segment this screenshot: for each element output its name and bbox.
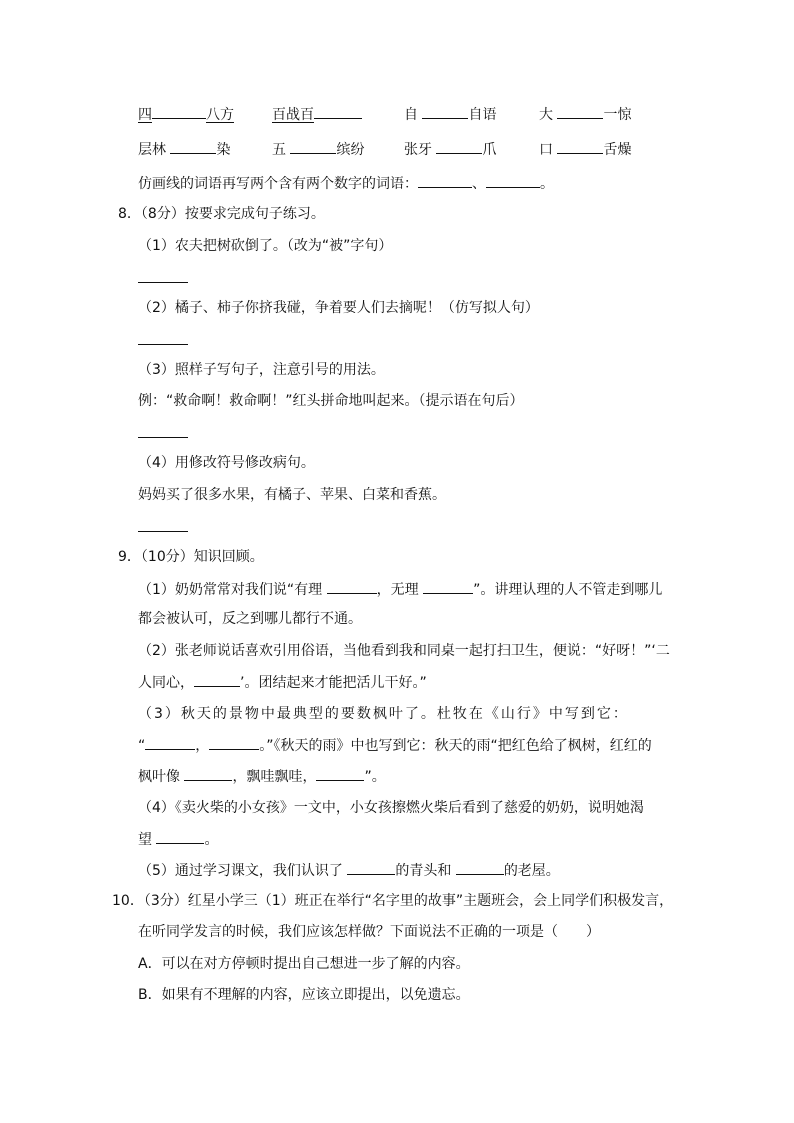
text: 。 [204,832,219,848]
answer-line [138,268,188,289]
text: 望 [138,832,157,848]
blank-line [557,104,603,119]
q9-heading: 9．（10分）知识回顾。 [118,549,264,565]
idiom-part: 自语 [468,107,497,123]
end-mark: 。 [540,176,554,192]
q9-p5 [138,860,560,881]
idiom-1-1 [138,104,234,125]
text: ，无理 [376,582,424,598]
q9-p3: （3）秋天的景物中最典型的要数枫叶了。杜牧在《山行》中写到它： [138,706,629,722]
blank-line [152,104,206,119]
answer-line [138,330,188,351]
q9-p3-cont [138,735,652,756]
answer-line [138,517,188,538]
idiom-part: 大 [539,107,553,123]
blank-line [170,139,216,154]
blank-line [422,104,468,119]
idiom-part: 百战百 [272,107,314,123]
blank-line [156,829,204,844]
text: 。”《秋天的雨》中也写到它：秋天的雨“把红色给了枫树，红红的 [259,738,652,754]
q9-p2: （2）张老师说话喜欢引用俗语，当他看到我和同桌一起打扫卫生，便说：“好呀！”‘二 [138,643,670,659]
q8-s4: （4）用修改符号修改病句。 [138,455,315,471]
text: 人同心， [138,675,194,691]
q8-s4-sentence: 妈妈买了很多水果，有橘子、苹果、白菜和香蕉。 [138,487,446,503]
idiom-part: 四 [138,107,152,123]
blank-line [418,173,472,188]
blank-line [327,579,377,594]
text: 的老屋。 [503,863,560,879]
blank-line [138,423,188,438]
text: 的青头和 [395,863,456,879]
blank-line [316,766,364,781]
q8-heading: 8．（8分）按要求完成句子练习。 [118,206,325,222]
idiom-2-4 [539,139,631,160]
q9-p1 [138,579,662,600]
q10-heading: 10．（3分）红星小学三（1）班正在举行“名字里的故事”主题班会，会上同学们积极发言， [112,893,674,909]
q9-p1-cont: 都会被认可，反之到哪儿都行不通。 [138,611,362,627]
q8-s2: （2）橘子、柿子你挤我碰，争着要人们去摘呢！（仿写拟人句） [138,300,539,316]
blank-line [557,139,603,154]
q9-p4: （4）《卖火柴的小女孩》一文中，小女孩擦燃火柴后看到了慈爱的奶奶，说明她渴 [138,800,644,816]
text: （1）奶奶常常对我们说“有理 [138,582,327,598]
idiom-1-3 [404,104,496,125]
text: “ [138,738,146,754]
idiom-part: 一惊 [603,107,632,123]
blank-line [209,735,259,750]
q8-s3-example: 例：“救命啊！救命啊！”红头拼命地叫起来。（提示语在句后） [138,393,524,409]
q9-p4-cont [138,829,218,850]
imitate-line [138,173,554,194]
idiom-2-3 [404,139,496,160]
answer-line [138,423,188,444]
q10-option-b: B．如果有不理解的内容，应该立即提出，以免遗忘。 [138,987,470,1003]
blank-line [138,517,188,532]
text: 枫叶像 [138,769,185,785]
separator: 、 [472,176,486,192]
idiom-part: 舌燥 [603,142,632,158]
idiom-part: 缤纷 [336,142,365,158]
blank-line [184,766,232,781]
q10-option-a: A．可以在对方停顿时提出自己想进一步了解的内容。 [138,956,470,972]
idiom-part: 爪 [482,142,497,158]
imitate-prompt: 仿画线的词语再写两个含有两个数字的词语： [138,176,418,192]
blank-line [145,735,195,750]
idiom-1-4 [539,104,631,125]
q10-heading-cont: 在听同学发言的时候，我们应该怎样做？下面说法不正确的一项是（ ） [138,924,600,940]
blank-line [138,268,188,283]
blank-line [290,139,336,154]
idiom-part: 八方 [206,107,234,123]
blank-line [423,579,473,594]
idiom-part: 染 [216,142,231,158]
blank-line [436,139,482,154]
text: ”。 [364,769,386,785]
blank-line [314,104,362,119]
idiom-part: 张牙 [404,142,432,158]
idiom-2-1 [138,139,230,160]
q8-s1: （1）农夫把树砍倒了。（改为“被”字句） [138,238,393,254]
text: ’。团结起来才能把活儿干好。” [240,675,427,691]
blank-line [194,672,240,687]
blank-line [138,330,188,345]
idiom-part: 自 [404,107,418,123]
q9-p3-cont2 [138,766,386,787]
q8-s3: （3）照样子写句子，注意引号的用法。 [138,362,385,378]
q9-p2-cont [138,672,427,693]
text: ”。讲理认理的人不管走到哪儿 [473,582,663,598]
text: （5）通过学习课文，我们认识了 [138,863,348,879]
text: ， [195,738,210,754]
idiom-1-2 [272,104,362,125]
blank-line [456,860,504,875]
idiom-part: 口 [539,142,553,158]
text: ，飘哇飘哇， [232,769,317,785]
blank-line [486,173,540,188]
idiom-2-2 [272,139,364,160]
idiom-part: 层林 [138,142,166,158]
idiom-part: 五 [272,142,286,158]
blank-line [347,860,395,875]
